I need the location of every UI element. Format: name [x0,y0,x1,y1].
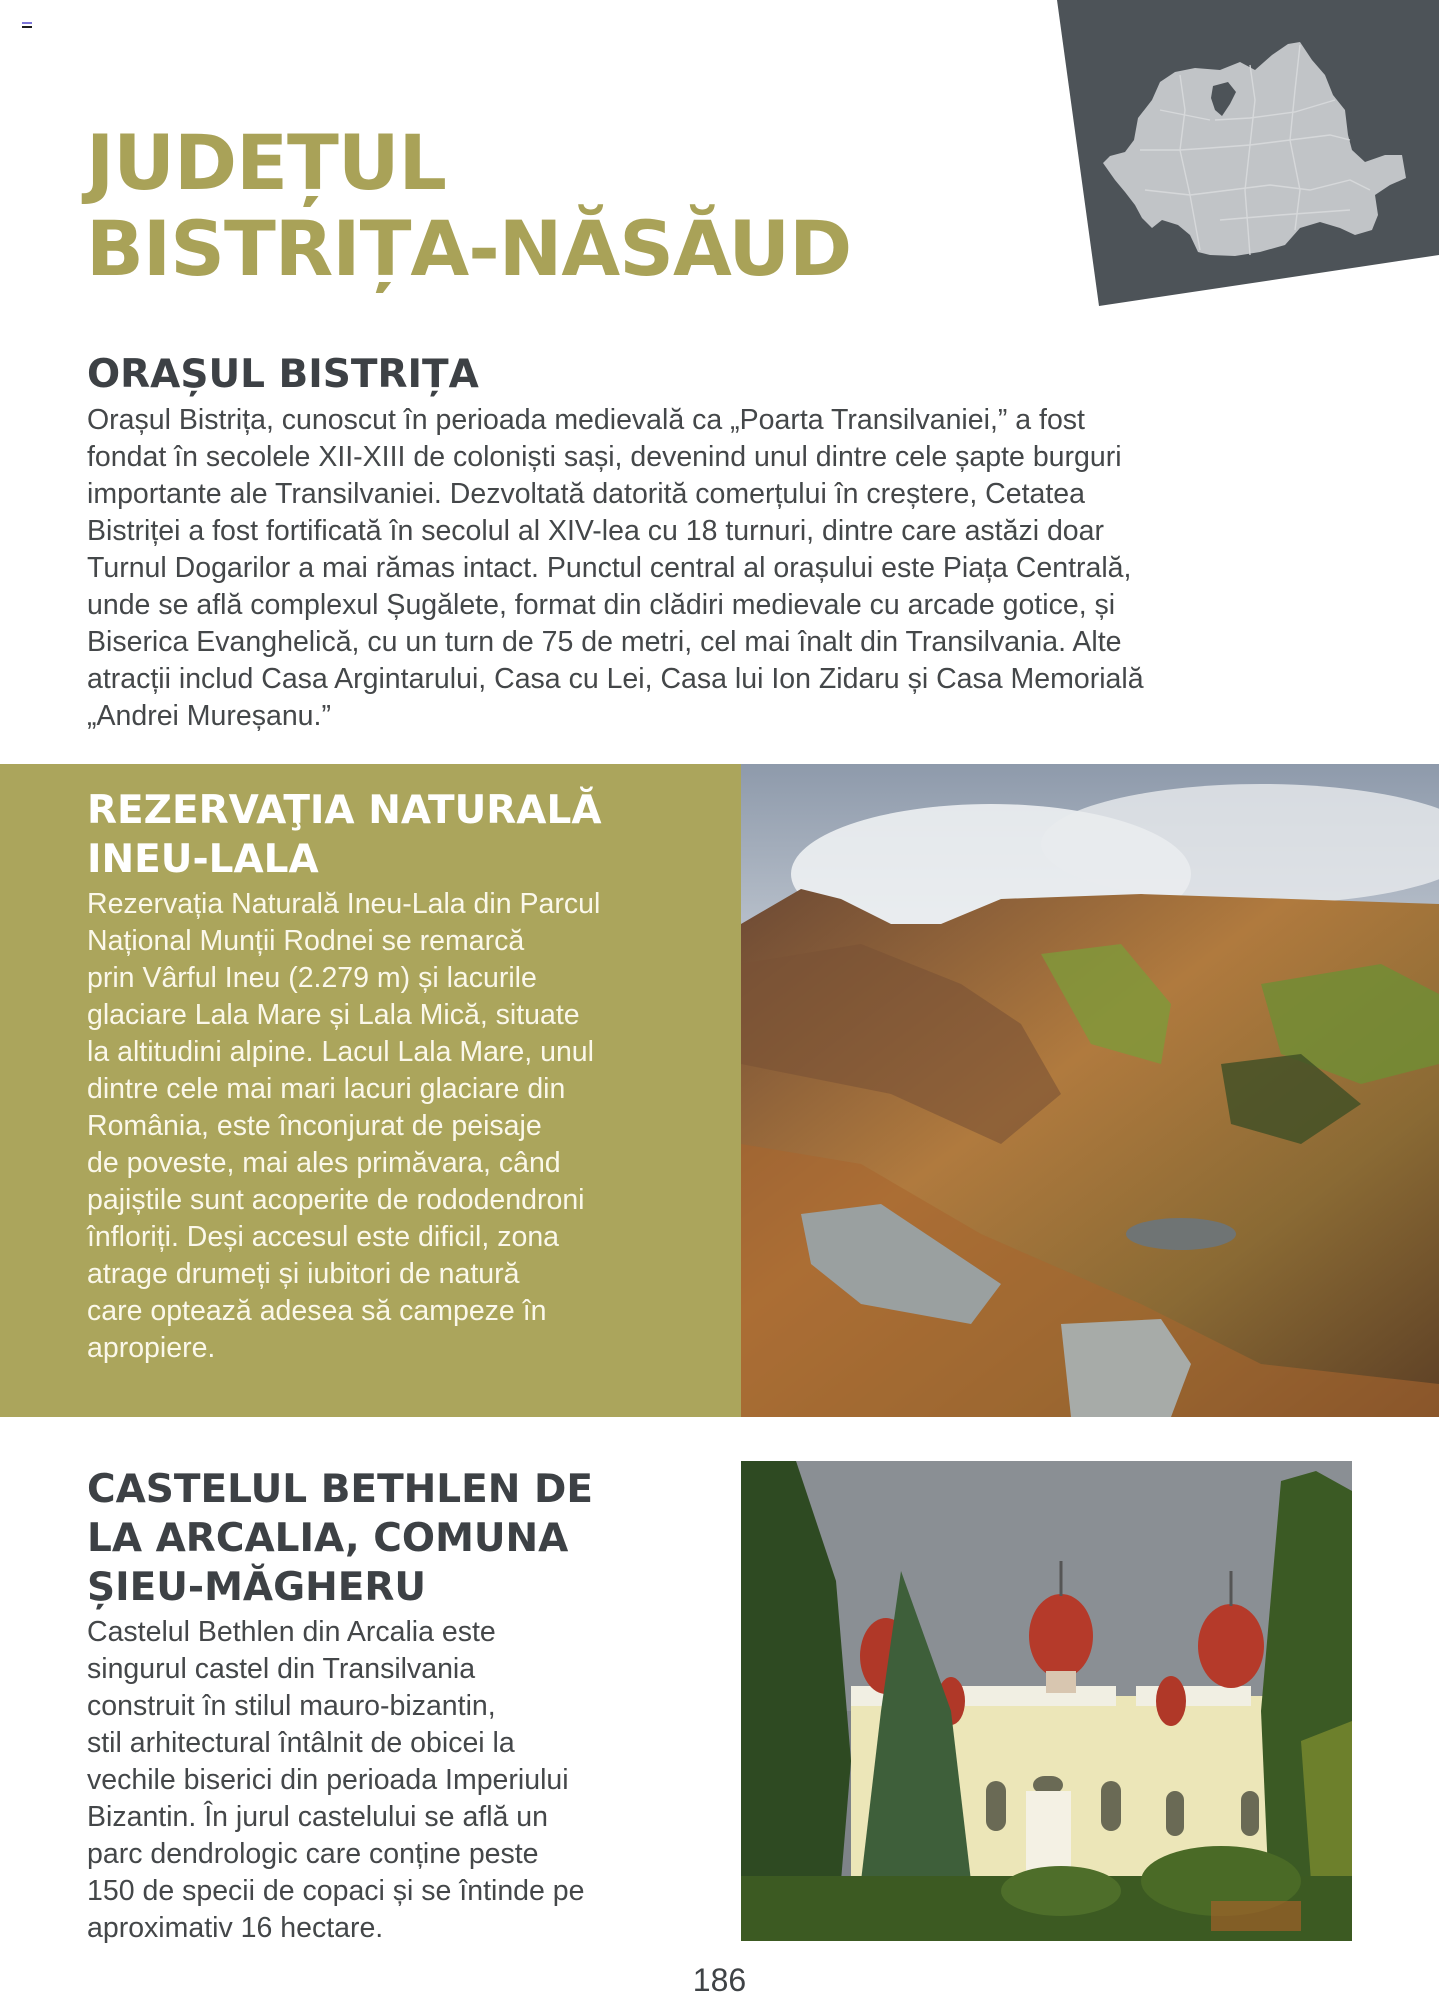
body-line: Turnul Dogarilor a mai rămas intact. Punctul central al orașului este Piața Centrală, [87,552,1132,584]
section-orasul-bistrita [87,350,1387,735]
body-line: înfloriți. Deși accesul este dificil, zona [87,1221,560,1253]
body-line: singurul castel din Transilvania [87,1653,476,1685]
body-line: de poveste, mai ales primăvara, când [87,1147,561,1179]
body-line: parc dendrologic care conține peste [87,1838,539,1870]
body-line: care optează adesea să campeze în [87,1295,547,1327]
body-line: dintre cele mai mari lacuri glaciare din [87,1073,566,1105]
body-line: Rezervația Naturală Ineu-Lala din Parcul [87,888,601,920]
body-line: Biserica Evanghelică, cu un turn de 75 de metri, cel mai înalt din Transilvania. Alte [87,626,1122,658]
body-line: atracții includ Casa Argintarului, Casa cu Lei, Casa lui Ion Zidaru și Casa Memorială [87,663,1144,695]
section-body [87,1614,727,1947]
body-line: pajiștile sunt acoperite de rododendroni [87,1184,585,1216]
section-rezervatia-ineu-lala [87,786,737,1367]
body-line: Național Munții Rodnei se remarcă [87,925,525,957]
corner-mark-icon [22,22,32,31]
page-title-line-2: BISTRIȚA-NĂSĂUD [86,204,852,293]
body-line: atrage drumeți și iubitori de natură [87,1258,520,1290]
section-heading-line: CASTELUL BETHLEN DE [87,1467,594,1512]
body-line: vechile biserici din perioada Imperiului [87,1764,569,1796]
mountain-photo [741,764,1439,1417]
section-heading-line: LA ARCALIA, COMUNA [87,1516,569,1561]
section-heading-line: REZERVAŢIA NATURALĂ [87,788,602,833]
body-line: Castelul Bethlen din Arcalia este [87,1616,496,1648]
body-line: fondat în secolele XII-XIII de coloniști sași, devenind unul dintre cele șapte burguri [87,441,1122,473]
section-heading [87,1465,727,1612]
body-line: prin Vârful Ineu (2.279 m) și lacurile [87,962,537,994]
body-line: Bizantin. În jurul castelului se află un [87,1801,549,1833]
body-line: Bistriței a fost fortificată în secolul al XIV-lea cu 18 turnuri, dintre care astăzi doar [87,515,1104,547]
body-line: aproximativ 16 hectare. [87,1912,384,1944]
body-line: la altitudini alpine. Lacul Lala Mare, unul [87,1036,594,1068]
body-line: unde se află complexul Șugălete, format din clădiri medievale cu arcade gotice, și [87,589,1116,621]
body-line: stil arhitectural întâlnit de obicei la [87,1727,515,1759]
body-line: glaciare Lala Mare și Lala Mică, situate [87,999,580,1031]
castle-photo [741,1461,1352,1941]
section-body [87,402,1387,735]
romania-map-panel [1050,0,1439,310]
body-line: construit în stilul mauro-bizantin, [87,1690,496,1722]
section-heading-line: ȘIEU-MĂGHERU [87,1565,427,1610]
body-line: Orașul Bistrița, cunoscut în perioada medievală ca „Poarta Transilvaniei,” a fost [87,404,1085,436]
section-castelul-bethlen [87,1465,727,1947]
page-number: 186 [692,1962,747,1998]
body-line: 150 de specii de copaci și se întinde pe [87,1875,585,1907]
section-heading [87,786,737,884]
body-line: România, este înconjurat de peisaje [87,1110,542,1142]
body-line: „Andrei Mureșanu.” [87,700,331,732]
section-body [87,886,737,1367]
body-line: importante ale Transilvaniei. Dezvoltată datorită comerțului în creștere, Cetatea [87,478,1085,510]
body-line: apropiere. [87,1332,216,1364]
romania-map-icon [1050,0,1439,310]
page-title [86,120,1066,292]
section-heading-line: ORAȘUL BISTRIȚA [87,352,479,397]
section-heading-line: INEU-LALA [87,837,319,882]
page-title-line-1: JUDEȚUL [86,118,446,207]
section-heading [87,350,1387,399]
